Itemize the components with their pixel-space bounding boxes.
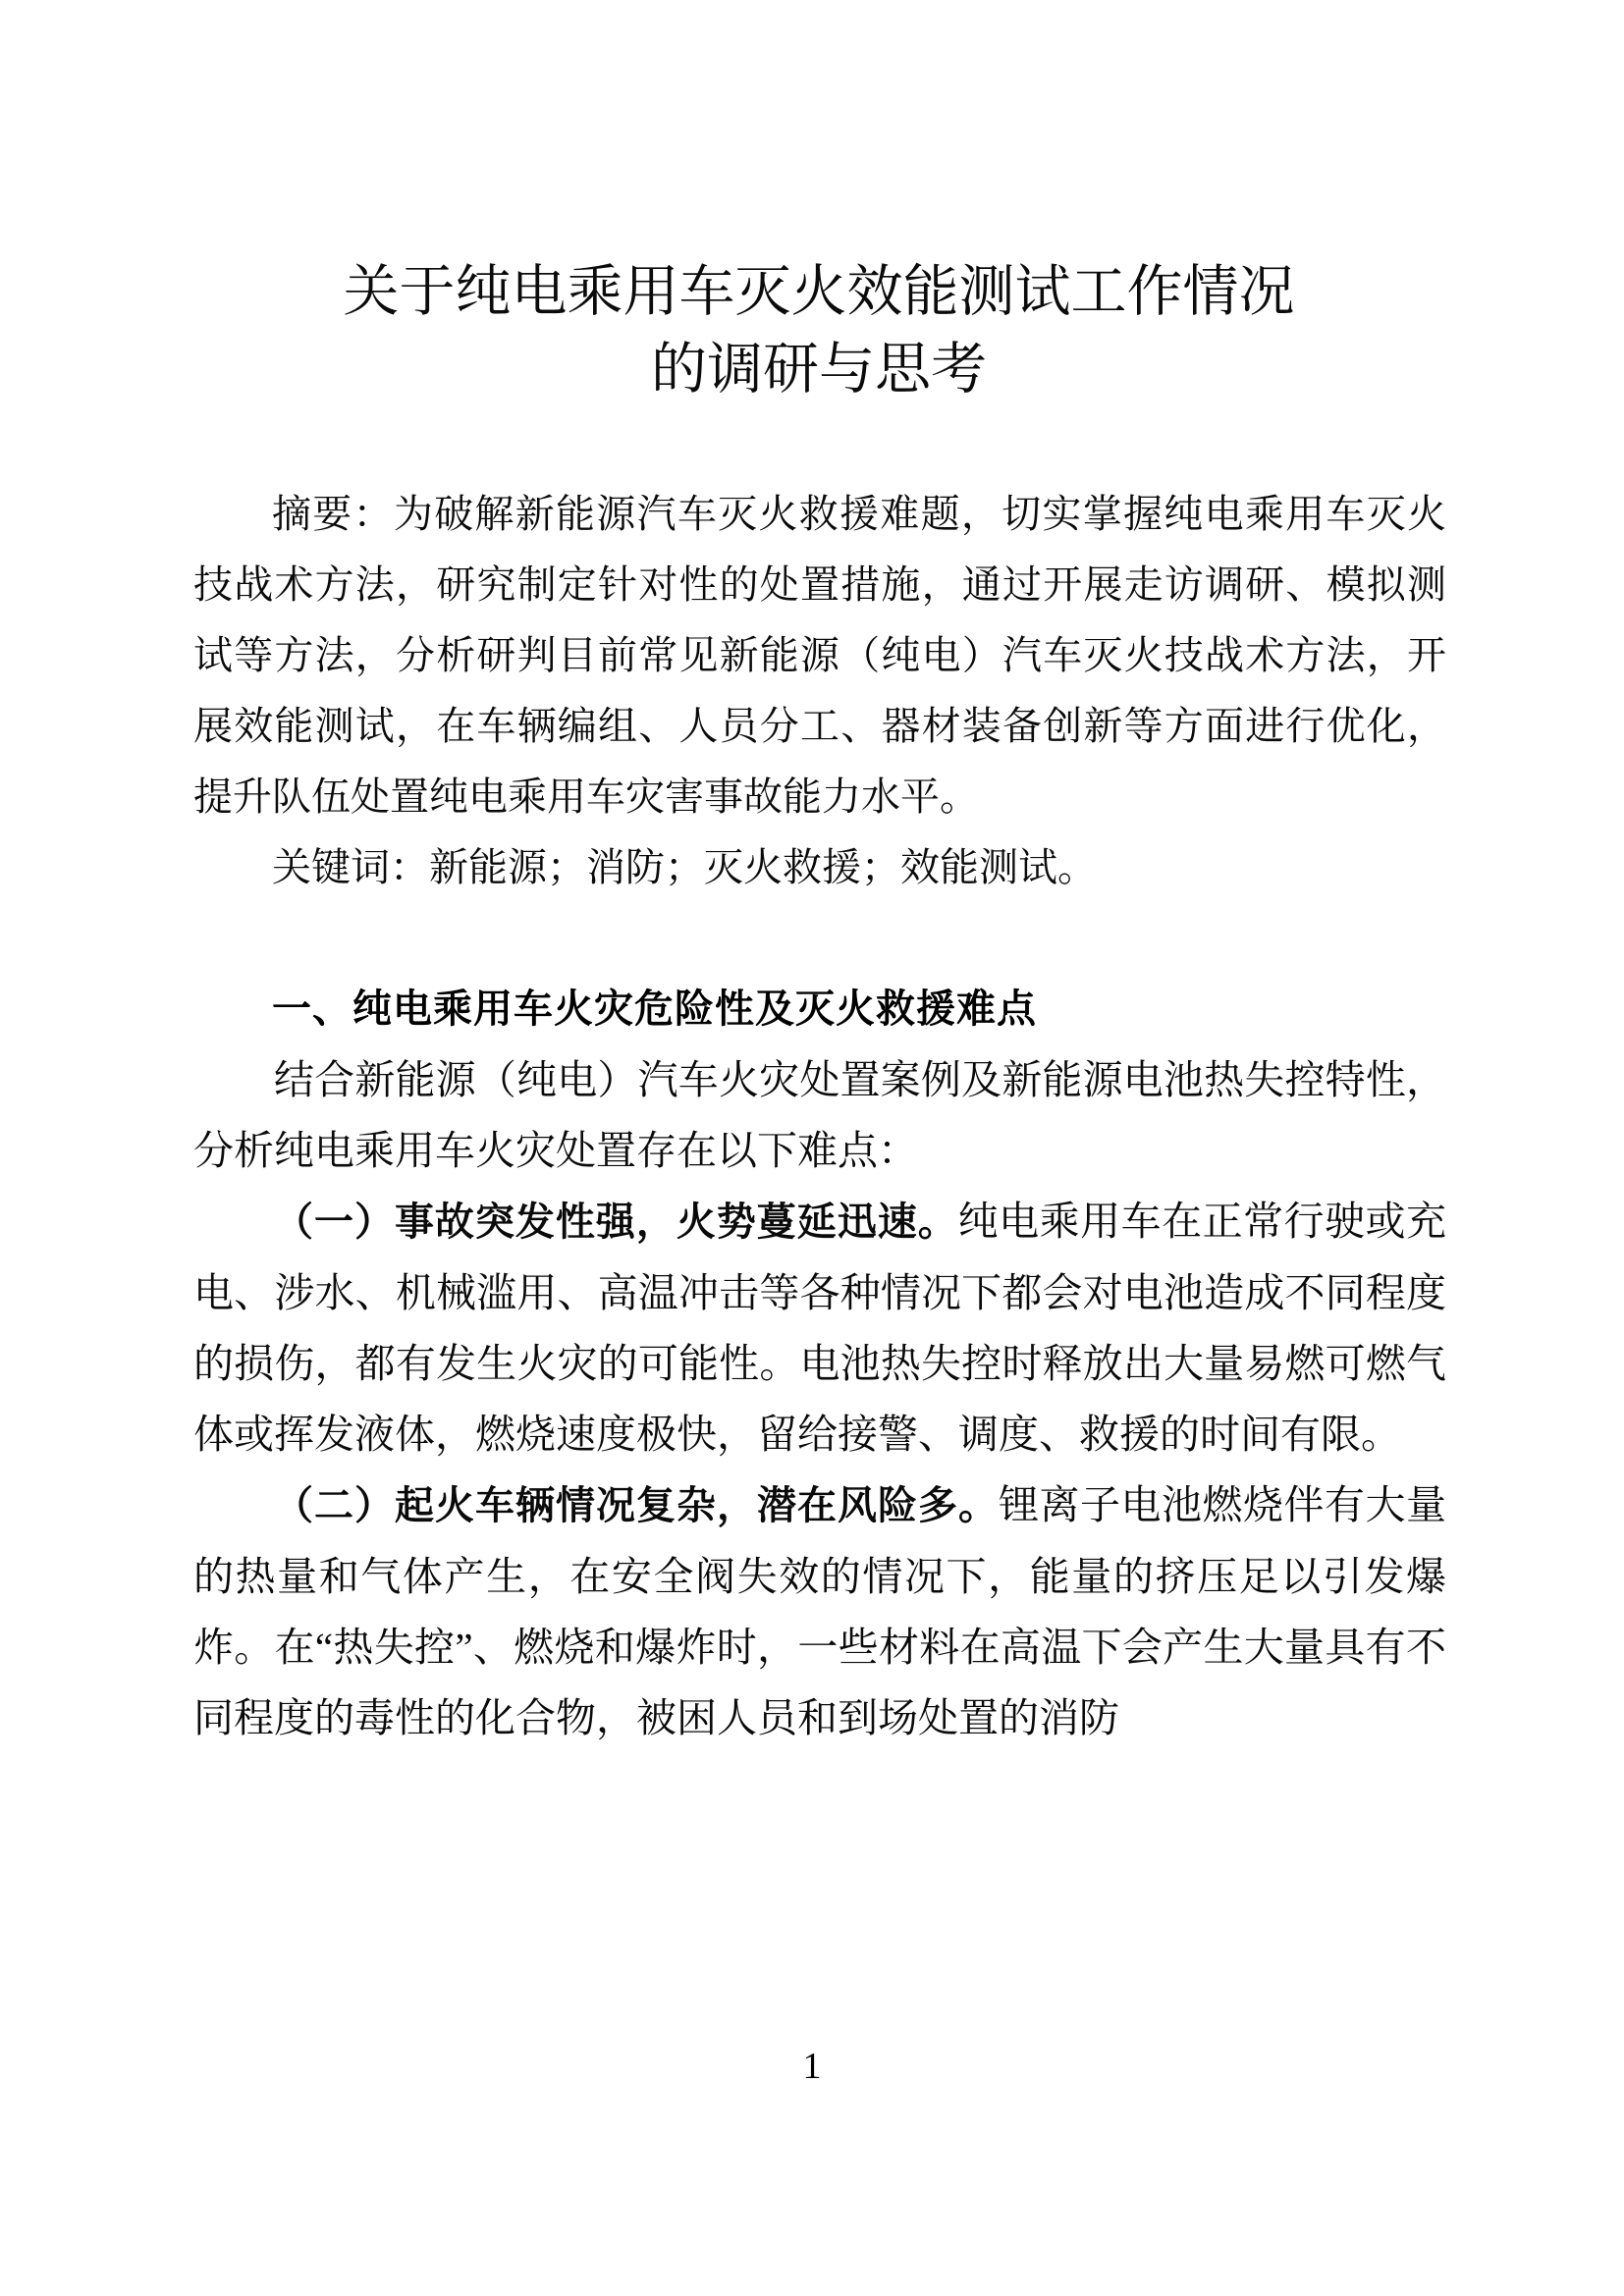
subsection-2-paragraph [193, 1469, 1446, 1753]
subsection-1-body: 纯电乘用车在正常行驶或充电、涉水、机械滥用、高温冲击等各种情况下都会对电池造成不同程度的损伤，都有发生火灾的可能性。电池热失控时释放出大量易燃可燃气体或挥发液体，燃烧速度极快，留给接警、调度、救援的时间有限。 [193, 1199, 1447, 1457]
page-title-line-1: 关于纯电乘用车灭火效能测试工作情况 [343, 260, 1295, 323]
blank-line-spacer [193, 903, 1446, 974]
keywords-paragraph: 关键词：新能源；消防；灭火救援；效能测试。 [272, 846, 1097, 889]
subsection-1-lead: （一）事故突发性强，火势蔓延迅速。 [274, 1201, 958, 1244]
subsection-2-body: 锂离子电池燃烧伴有大量的热量和气体产生，在安全阀失效的情况下，能量的挤压足以引发爆炸。在“热失控”、燃烧和爆炸时，一些材料在高温下会产生大量具有不同程度的毒性的化合物，被困人员和到场处置的消防 [193, 1482, 1446, 1740]
abstract-paragraph: 摘要：为破解新能源汽车灭火救援难题，切实掌握纯电乘用车灭火技战术方法，研究制定针对性的处置措施，通过开展走访调研、模拟测试等方法，分析研判目前常见新能源（纯电）汽车灭火技战术方法，开展效能测试，在车辆编组、人员分工、器材装备创新等方面进行优化，提升队伍处置纯电乘用车灾害事故能力水平。 [193, 493, 1446, 819]
page-title-line-2: 的调研与思考 [651, 338, 987, 400]
subsection-2-lead: （二）起火车辆情况复杂，潜在风险多。 [274, 1484, 999, 1527]
section-1-intro-paragraph: 结合新能源（纯电）汽车火灾处置案例及新能源电池热失控特性，分析纯电乘用车火灾处置存在以下难点： [193, 1057, 1446, 1173]
page-number: 1 [802, 2046, 822, 2087]
document-body [193, 479, 1446, 1753]
section-heading-1: 一、纯电乘用车火灾危险性及灭火救援难点 [272, 988, 1037, 1031]
subsection-1-paragraph [193, 1186, 1446, 1469]
page-title [193, 253, 1444, 408]
